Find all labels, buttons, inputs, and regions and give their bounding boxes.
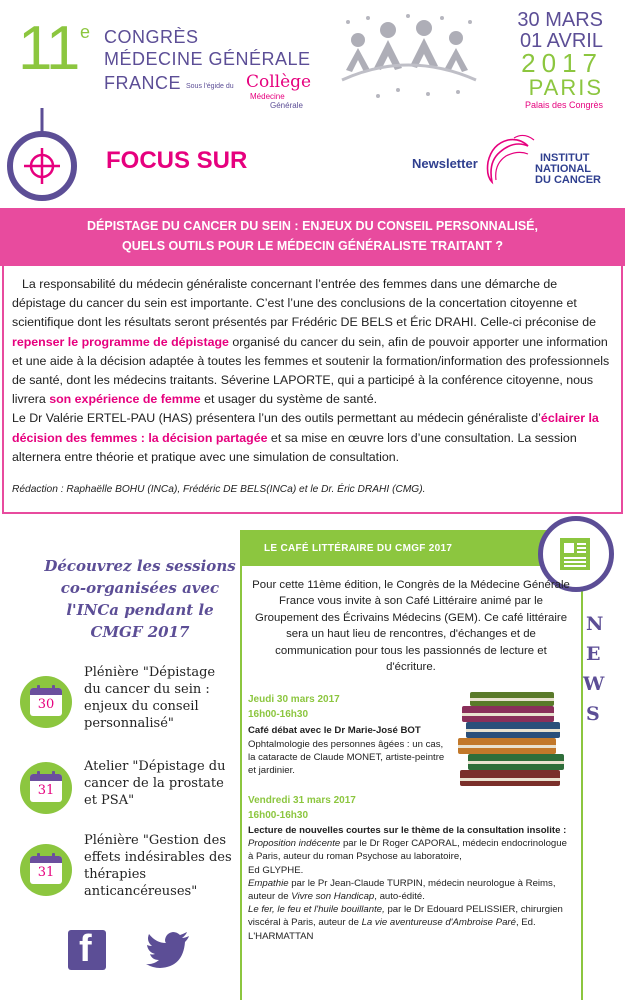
calendar-header [30,856,62,863]
calendar-31-icon [20,762,72,814]
highlight-shared-decision: éclairer la décision des femmes : la décision partagée [12,411,599,445]
calendar-ring [52,853,55,859]
reading-text: par le Dr Roger CAPORAL, médecin endocrinologue à Paris, auteur du roman Psychose au laboratoire, [248,838,567,863]
article-title [30,216,595,256]
calendar-day: 30 [37,697,55,712]
event-city: PARIS [528,75,603,100]
highlight-rethink-screening: repenser le programme de dépistage [12,334,229,349]
congress-title-line3: FRANCE [104,73,182,93]
college-medecine-text: Médecine [250,92,285,101]
article-text: organisé du cancer du sein, afin de pouvoir apporter une information et une aide à la décision adaptée à toutes les femmes et soutenir la formation/information des professionnels de santé, dont les médecins traitants. Séverine LAPORTE, qui a participé à la conférence citoyenne, nous livrera [12,334,610,407]
article-text: et sa mise en œuvre lors d’une consultation. La session alternera entre théorie et pratique avec une simulation de consultation. [12,430,577,464]
focus-title: FOCUS SUR [106,147,248,174]
calendar-31-icon [20,844,72,896]
college-logo-text: Collège [246,72,312,92]
book-title: Vivre son Handicap [291,891,375,903]
article-paragraph-1 [12,275,612,409]
date-end: 01 AVRIL [519,30,603,52]
congress-title-line2: MÉDECINE GÉNÉRALE [104,49,311,69]
event2-reading-3 [248,903,570,943]
calendar-ring [37,771,40,777]
calendar-page [30,774,62,802]
calendar-header [30,774,62,781]
event2-date: Vendredi 31 mars 2017 [248,795,356,806]
book-title: La vie aventureuse d'Ambroise Paré [361,917,516,929]
book-title: Proposition indécente [248,838,341,850]
event2-reading-1 [248,837,570,863]
session-item-3: Plénière "Gestion des effets indésirables des thérapies anticancéreuses" [84,833,232,899]
inca-name-line3: DU CANCER [535,174,601,186]
twitter-icon[interactable] [146,932,190,968]
event2-reading-1-publisher: Ed GLYPHE. [248,864,304,876]
news-letter-s: S [586,703,600,725]
event1-title: Café débat avec le Dr Marie-José BOT [248,725,421,736]
inca-name-line2: NATIONAL [535,163,592,175]
news-letter-w: W [583,673,605,695]
calendar-ring [52,685,55,691]
article-text: et usager du système de santé. [200,392,378,407]
calendar-day: 31 [37,865,55,880]
edition-number: 11 [18,14,79,83]
article-title-line2: QUELS OUTILS POUR LE MÉDECIN GÉNÉRALISTE TRAITANT ? [121,239,504,253]
date-start: 30 MARS [517,9,603,31]
book-title: Le fer, le feu et l'huile bouillante, [248,904,385,916]
reading-text: par le Pr Jean-Claude TURPIN, médecin neurologue à Reims, auteur de [248,877,556,903]
event2-reading-2 [248,877,570,903]
calendar-day: 31 [37,783,55,798]
cafe-title: LE CAFÉ LITTÉRAIRE DU CMGF 2017 [264,543,453,554]
calendar-ring [37,853,40,859]
newspaper-icon [558,536,592,572]
calendar-ring [52,771,55,777]
event2-title: Lecture de nouvelles courtes sur le thème de la consultation insolite : [248,825,567,836]
crowd-illustration [338,10,480,106]
calendar-page [30,856,62,884]
calendar-30-icon [20,676,72,728]
article-title-line1: DÉPISTAGE DU CANCER DU SEIN : ENJEUX DU CONSEIL PERSONNALISÉ, [87,219,538,233]
event1-description: Ophtalmologie des personnes âgées : un cas, la cataracte de Claude MONET, artiste-peintre et jardinier. [248,739,445,777]
event2-body [248,824,570,943]
article-credits: Rédaction : Raphaëlle BOHU (INCa), Frédéric DE BELS(INCa) et le Dr. Éric DRAHI (CMG). [12,484,426,495]
college-generale-text: Générale [270,101,303,110]
highlight-womans-experience: son expérience de femme [49,392,201,407]
inca-name-line1: INSTITUT [540,152,590,164]
event1-time: 16h00-16h30 [248,709,309,720]
calendar-header [30,688,62,695]
event2-time: 16h00-16h30 [248,810,309,821]
target-pin-icon [4,108,80,212]
reading-text: , auto-édité. [374,891,425,903]
article-text: Le Dr Valérie ERTEL-PAU (HAS) présentera l’un des outils permettant au médecin généraliste d’ [12,411,541,426]
under-aegis-label: Sous l'égide du [186,83,234,90]
books-stack-illustration [450,690,576,790]
edition-suffix: e [80,22,91,42]
congress-title-line1: CONGRÈS [104,27,199,47]
session-item-2: Atelier "Dépistage du cancer de la prostate et PSA" [84,759,226,808]
session-item-1: Plénière "Dépistage du cancer du sein : enjeux du conseil personnalisé" [84,665,216,731]
reading-text: , Ed. L'HARMATTAN [248,917,536,942]
event-venue: Palais des Congrès [524,100,603,110]
event-year: 2017 [521,48,603,78]
reading-text: par le Dr Edouard PELISSIER, chirurgien viscéral à Paris, auteur de [248,904,563,929]
calendar-ring [37,685,40,691]
sessions-heading: Découvrez les sessions co-organisées avec l'INCa pendant le CMGF 2017 [44,557,236,641]
article-body [12,275,612,467]
facebook-icon[interactable]: f [68,930,106,970]
article-paragraph-2 [12,409,612,467]
calendar-page [30,688,62,716]
cafe-intro: Pour cette 11ème édition, le Congrès de la Médecine Générale France vous invite à son Café Littéraire animé par le Groupement des Écrivains Médecins (GEM). Ce café littéraire sera un haut lieu de rencontres, d'échanges et de communication pour tous les passionnés de lecture et d'écriture. [252,579,570,674]
news-letter-n: N [586,613,604,635]
news-letter-e: E [586,643,601,665]
event1-date: Jeudi 30 mars 2017 [248,694,340,705]
article-text: La responsabilité du médecin généraliste concernant l’entrée des femmes dans une démarche de dépistage du cancer du sein est importante. C’est l’une des conclusions de la concertation citoyenne et scientifique dont les résultats seront présentés par Frédéric DE BELS et Éric DRAHI. Celle-ci préconise de [12,277,596,330]
newsletter-label: Newsletter [412,156,478,171]
book-title: Empathie [248,877,289,889]
